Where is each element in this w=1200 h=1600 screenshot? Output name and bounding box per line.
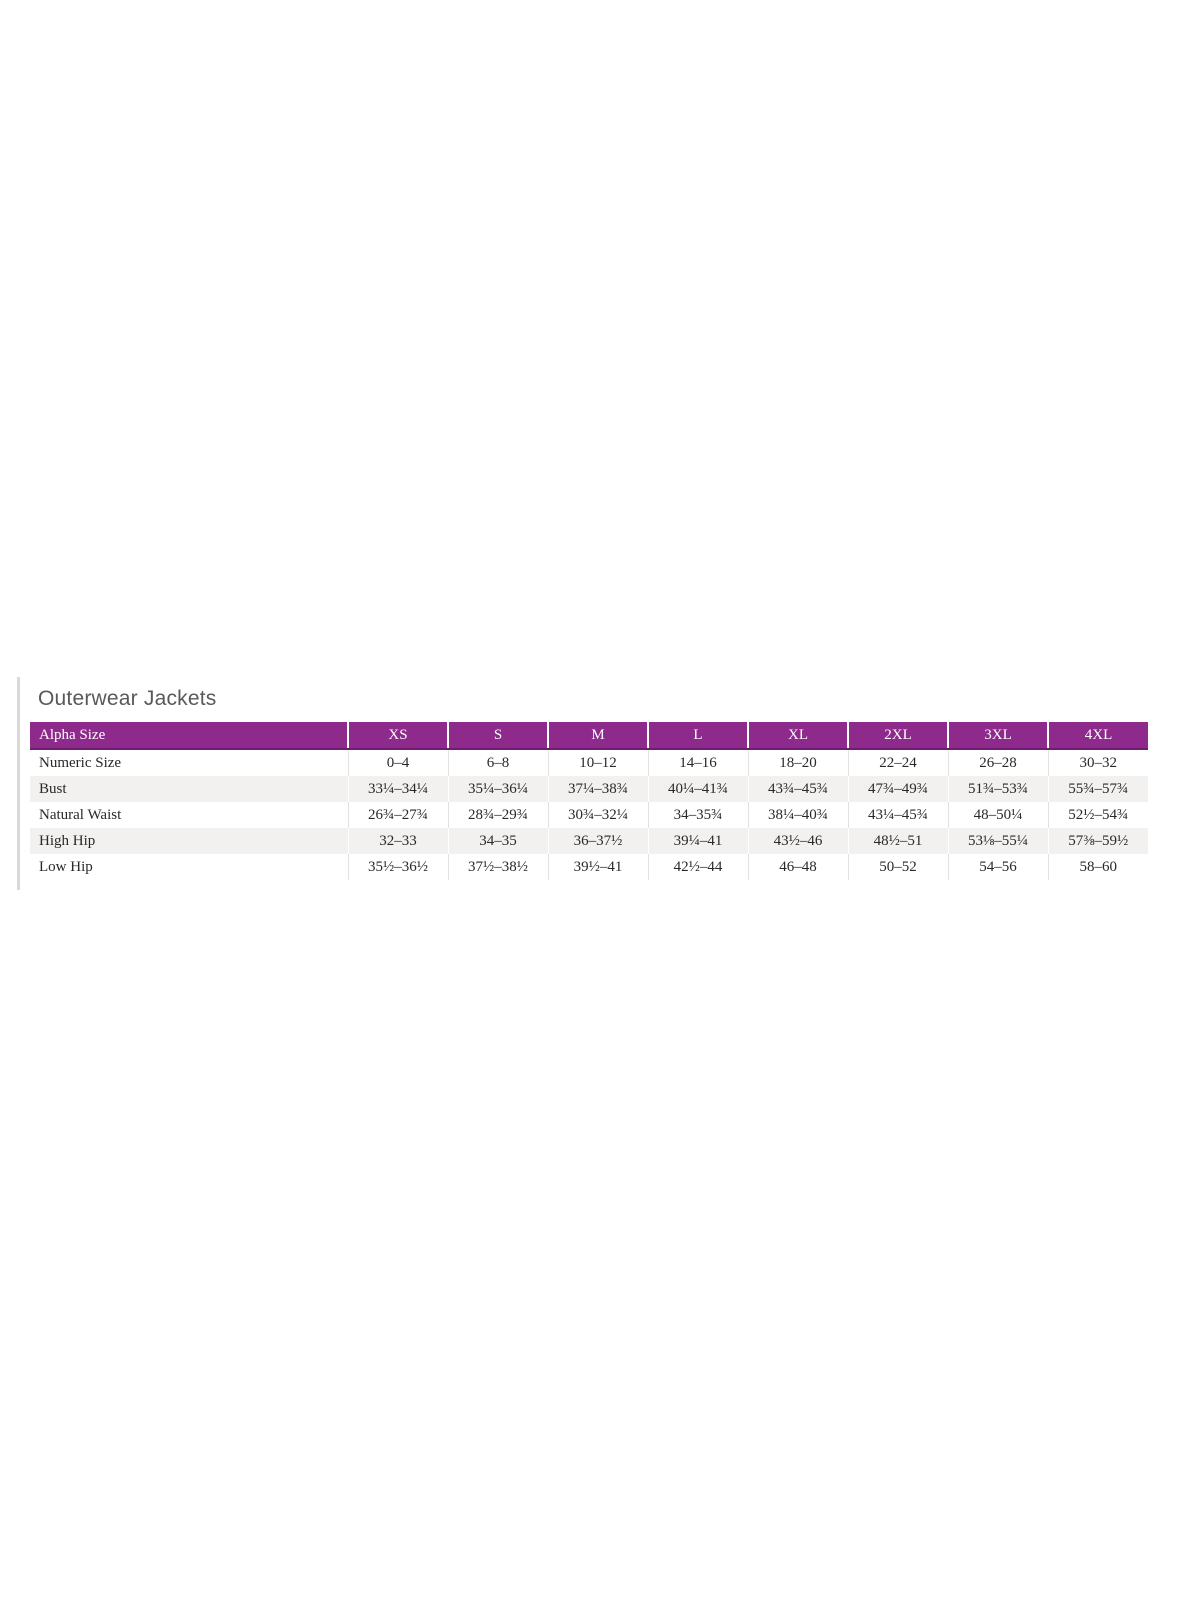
size-value-cell: 22–24 (848, 749, 948, 776)
size-value-cell: 30¾–32¼ (548, 802, 648, 828)
table-row (30, 802, 1148, 828)
size-value-cell: 55¾–57¾ (1048, 776, 1148, 802)
row-label: Natural Waist (39, 807, 122, 823)
column-header-4xl: 4XL (1048, 722, 1148, 749)
size-value-cell: 35½–36½ (348, 854, 448, 880)
size-value-cell: 46–48 (748, 854, 848, 880)
size-value-cell: 43½–46 (748, 828, 848, 854)
size-value-cell: 34–35¾ (648, 802, 748, 828)
section-title: Outerwear Jackets (38, 687, 217, 710)
size-value-cell: 37¼–38¾ (548, 776, 648, 802)
size-value-cell: 42½–44 (648, 854, 748, 880)
size-value-cell: 50–52 (848, 854, 948, 880)
column-header-xl: XL (748, 722, 848, 749)
size-value-cell: 10–12 (548, 749, 648, 776)
size-chart-table (30, 722, 1148, 880)
size-value-cell: 48½–51 (848, 828, 948, 854)
column-header-xs: XS (348, 722, 448, 749)
size-value-cell: 43¾–45¾ (748, 776, 848, 802)
header-row (30, 722, 1148, 749)
table-body (30, 749, 1148, 880)
size-value-cell: 52½–54¾ (1048, 802, 1148, 828)
column-header-m: M (548, 722, 648, 749)
size-value-cell: 37½–38½ (448, 854, 548, 880)
table-row (30, 749, 1148, 776)
size-value-cell: 39¼–41 (648, 828, 748, 854)
size-value-cell: 53⅛–55¼ (948, 828, 1048, 854)
table-row (30, 776, 1148, 802)
size-value-cell: 51¾–53¾ (948, 776, 1048, 802)
size-value-cell: 35¼–36¼ (448, 776, 548, 802)
size-value-cell: 33¼–34¼ (348, 776, 448, 802)
column-header-s: S (448, 722, 548, 749)
size-value-cell: 34–35 (448, 828, 548, 854)
size-value-cell: 54–56 (948, 854, 1048, 880)
table-row (30, 854, 1148, 880)
row-label: Low Hip (39, 859, 93, 875)
row-label: High Hip (30, 828, 348, 854)
size-value-cell: 0–4 (348, 749, 448, 776)
size-value-cell: 43¼–45¾ (848, 802, 948, 828)
size-value-cell: 6–8 (448, 749, 548, 776)
row-label: Bust (30, 776, 348, 802)
column-header-2xl: 2XL (848, 722, 948, 749)
size-value-cell: 26¾–27¾ (348, 802, 448, 828)
column-header-alpha-size: Alpha Size (30, 722, 348, 749)
size-value-cell: 18–20 (748, 749, 848, 776)
size-value-cell: 57⅜–59½ (1048, 828, 1148, 854)
size-value-cell: 38¼–40¾ (748, 802, 848, 828)
size-chart-section (17, 677, 1148, 890)
size-value-cell: 32–33 (348, 828, 448, 854)
size-value-cell: 39½–41 (548, 854, 648, 880)
column-header-3xl: 3XL (948, 722, 1048, 749)
size-value-cell: 26–28 (948, 749, 1048, 776)
size-value-cell: 47¾–49¾ (848, 776, 948, 802)
size-value-cell: 58–60 (1048, 854, 1148, 880)
size-value-cell: 40¼–41¾ (648, 776, 748, 802)
size-value-cell: 36–37½ (548, 828, 648, 854)
size-value-cell: 28¾–29¾ (448, 802, 548, 828)
size-value-cell: 48–50¼ (948, 802, 1048, 828)
row-label: Numeric Size (39, 755, 122, 771)
size-value-cell: 14–16 (648, 749, 748, 776)
size-value-cell: 30–32 (1048, 749, 1148, 776)
table-header (30, 722, 1148, 749)
table-row (30, 828, 1148, 854)
column-header-l: L (648, 722, 748, 749)
